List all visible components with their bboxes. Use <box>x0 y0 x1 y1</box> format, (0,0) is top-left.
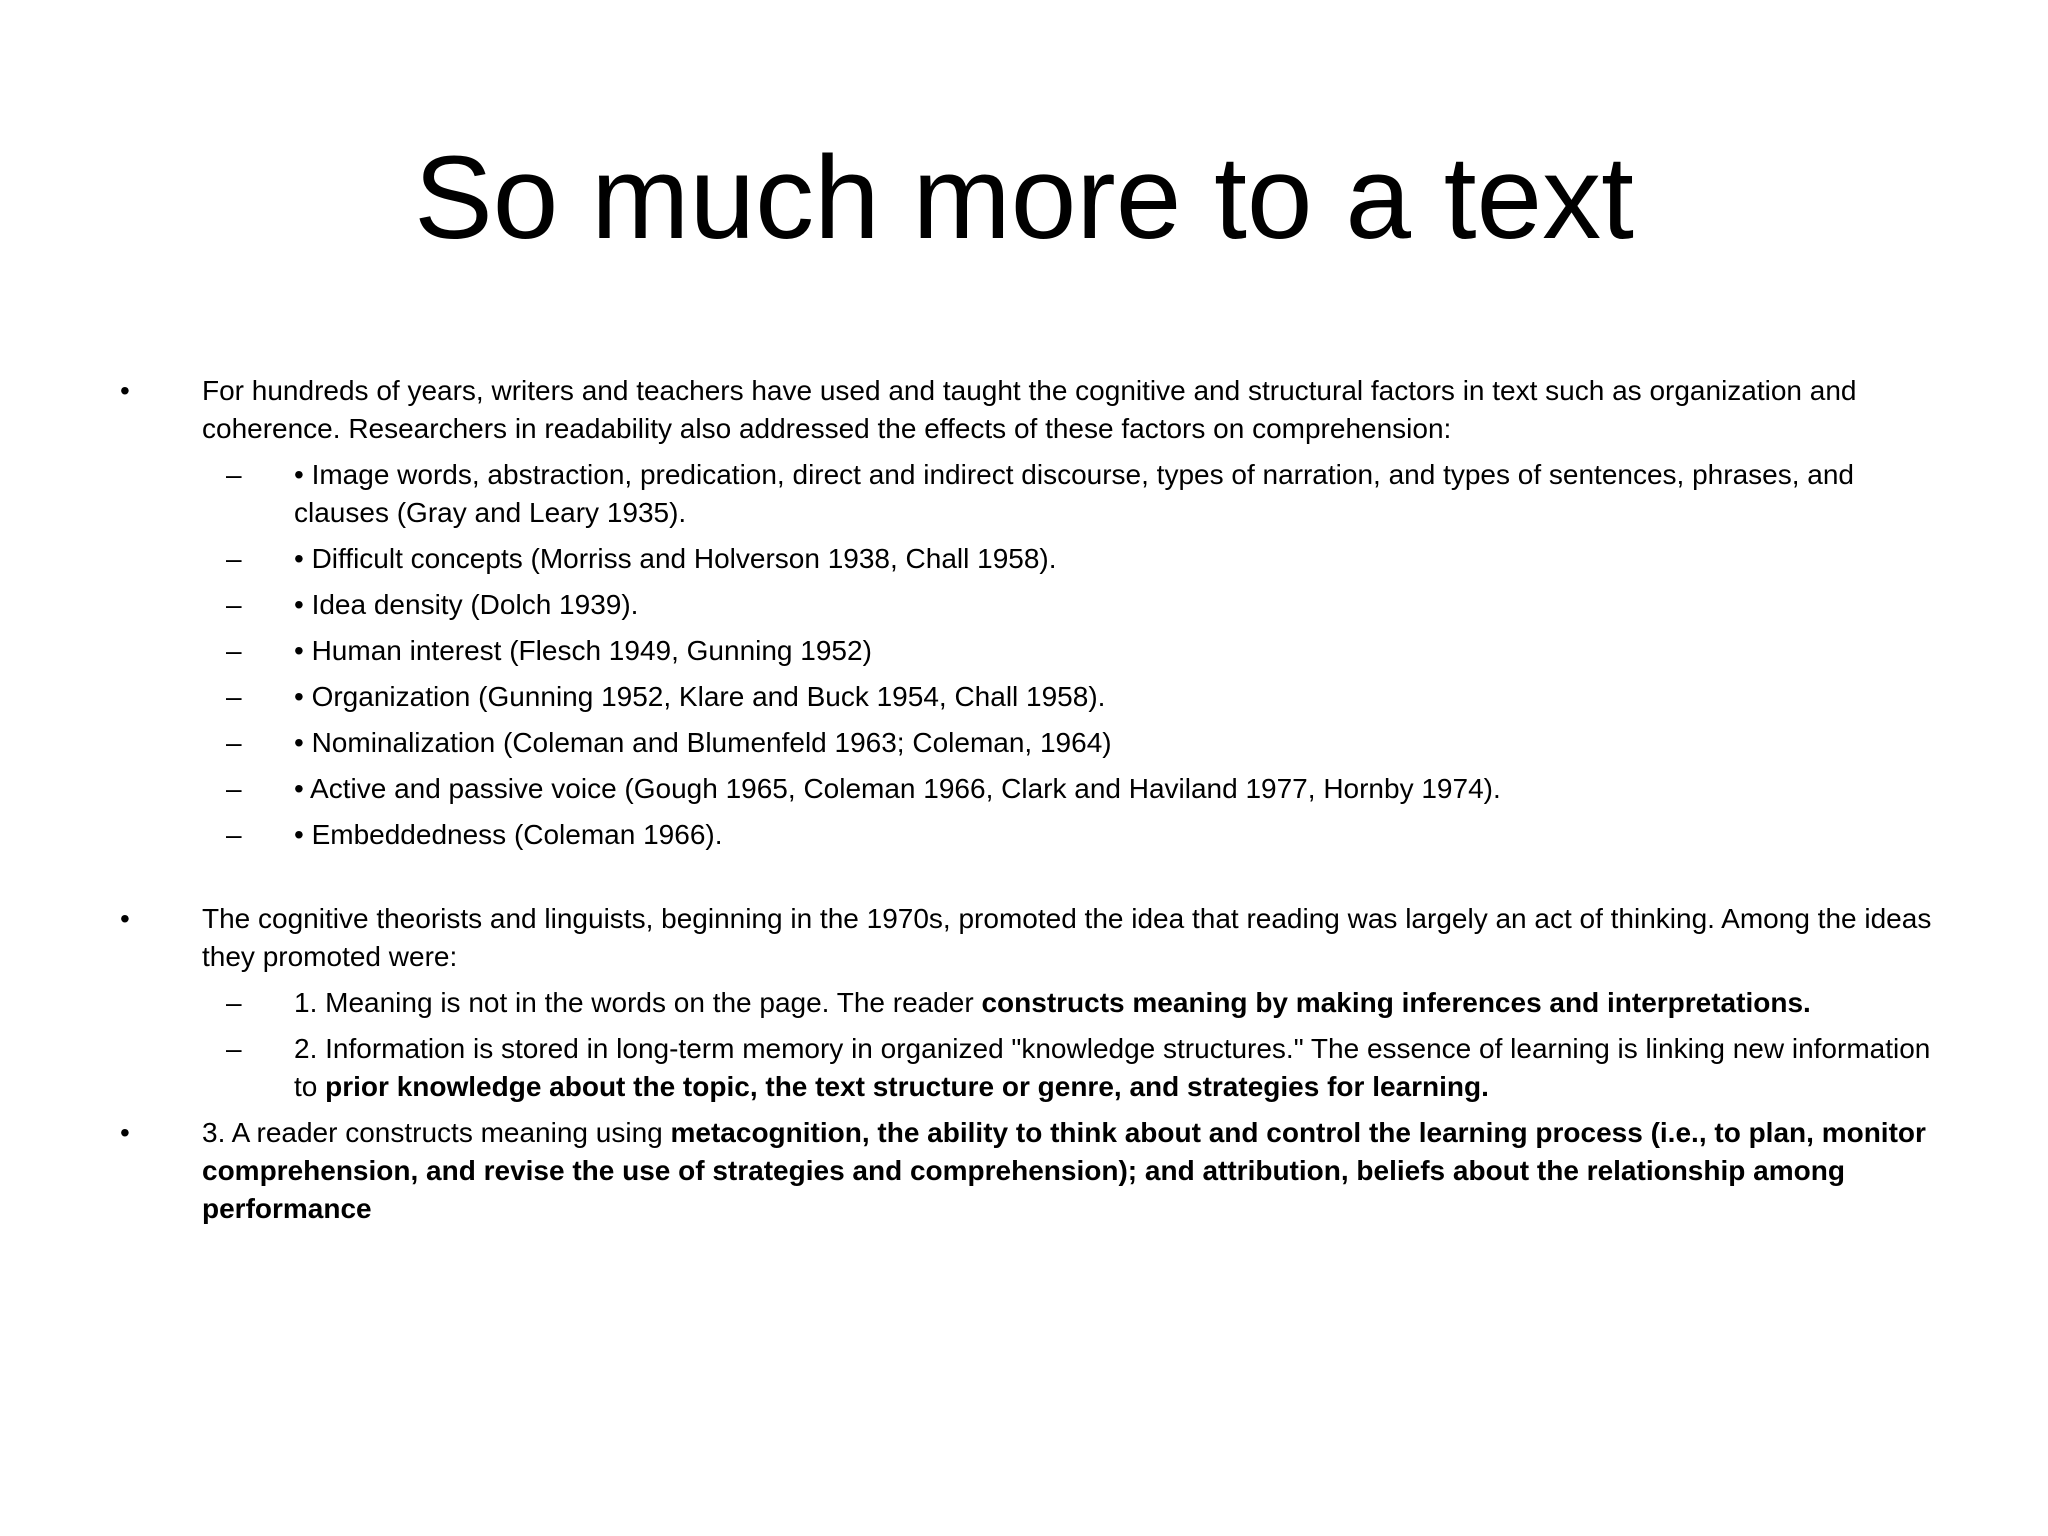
sub-item <box>120 678 1950 716</box>
sub-item <box>120 816 1950 854</box>
bullet-item <box>120 372 1950 448</box>
sub-item-text: • Difficult concepts (Morriss and Holverson 1938, Chall 1958). <box>294 543 1057 574</box>
spacer <box>120 1106 1950 1114</box>
dash-marker: – <box>226 1033 242 1064</box>
dash-marker: – <box>226 543 242 574</box>
sub-item <box>120 1030 1950 1106</box>
bullet-item <box>120 1114 1950 1228</box>
sub-item-text: • Idea density (Dolch 1939). <box>294 589 639 620</box>
dash-marker: – <box>226 773 242 804</box>
slide-body <box>120 372 1950 1228</box>
sub-item-text: • Organization (Gunning 1952, Klare and Buck 1954, Chall 1958). <box>294 681 1106 712</box>
sub-item-text: 1. Meaning is not in the words on the page. The reader <box>294 987 982 1018</box>
sub-item <box>120 632 1950 670</box>
bullet-item <box>120 900 1950 976</box>
dash-marker: – <box>226 635 242 666</box>
sub-item <box>120 586 1950 624</box>
dash-marker: – <box>226 819 242 850</box>
dash-marker: – <box>226 681 242 712</box>
dash-marker: – <box>226 727 242 758</box>
spacer <box>120 854 1950 900</box>
bullet-text: The cognitive theorists and linguists, beginning in the 1970s, promoted the idea that reading was largely an act of thinking. Among the ideas they promoted were: <box>202 903 1932 972</box>
sub-item <box>120 770 1950 808</box>
sub-item-bold-text: constructs meaning by making inferences and interpretations. <box>981 987 1811 1018</box>
sub-item-text: • Human interest (Flesch 1949, Gunning 1952) <box>294 635 872 666</box>
sub-item <box>120 984 1950 1022</box>
slide-title: So much more to a text <box>414 132 1634 264</box>
sub-item-text: • Image words, abstraction, predication, direct and indirect discourse, types of narration, and types of sentences, phrases, and clauses (Gray and Leary 1935). <box>294 459 1854 528</box>
sub-item <box>120 540 1950 578</box>
dash-marker: – <box>226 987 242 1018</box>
dash-marker: – <box>226 589 242 620</box>
bullet-marker: • <box>120 375 130 406</box>
sub-item <box>120 456 1950 532</box>
sub-item-text: 2. Information is stored in long-term memory in organized "knowledge structures." The essence of learning is linking new information to <box>294 1033 1931 1102</box>
sub-item-bold-text: prior knowledge about the topic, the text structure or genre, and strategies for learning. <box>325 1071 1489 1102</box>
bullet-text: For hundreds of years, writers and teachers have used and taught the cognitive and structural factors in text such as organization and coherence. Researchers in readability also addressed the effects of these factors on comprehension: <box>202 375 1857 444</box>
bullet-text: 3. A reader constructs meaning using <box>202 1117 671 1148</box>
bullet-marker: • <box>120 903 130 934</box>
sub-item-text: • Embeddedness (Coleman 1966). <box>294 819 723 850</box>
bullet-marker: • <box>120 1117 130 1148</box>
dash-marker: – <box>226 459 242 490</box>
sub-item <box>120 724 1950 762</box>
bullet-bold-text: metacognition, the ability to think about and control the learning process (i.e., to plan, monitor comprehension, and revise the use of strategies and comprehension); and attribution, beliefs about the relationship among performance <box>202 1117 1926 1224</box>
sub-item-text: • Active and passive voice (Gough 1965, Coleman 1966, Clark and Haviland 1977, Hornby 1974). <box>294 773 1501 804</box>
sub-item-text: • Nominalization (Coleman and Blumenfeld 1963; Coleman, 1964) <box>294 727 1112 758</box>
